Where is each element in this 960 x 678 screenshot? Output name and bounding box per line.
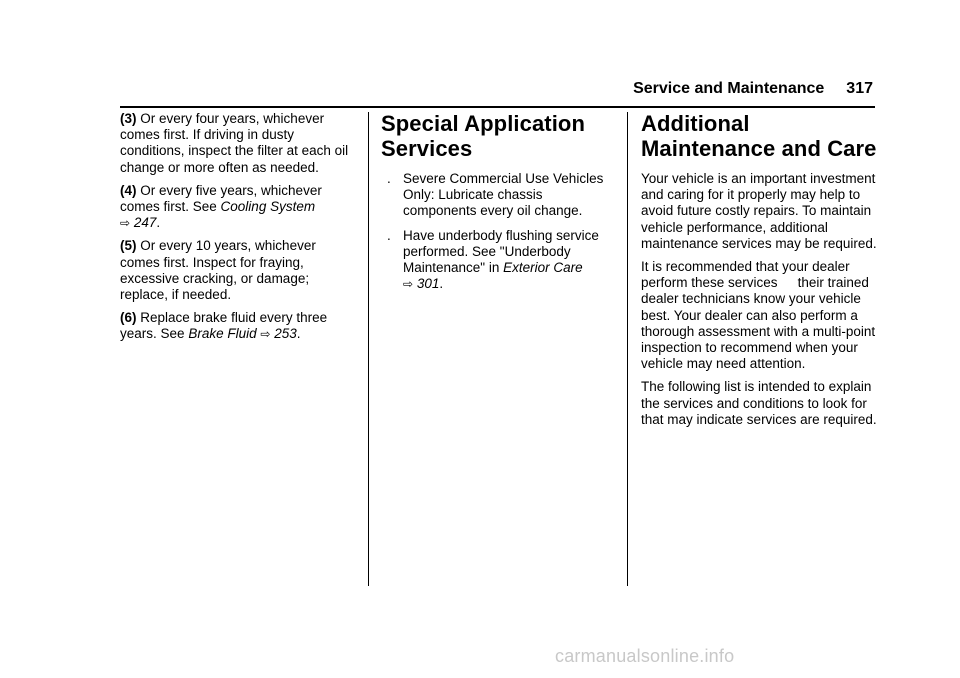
page-header	[633, 80, 873, 98]
section-title: Service and Maintenance	[633, 80, 825, 97]
page-ref-arrow-icon: ⇨	[403, 277, 414, 292]
page-number: 317	[846, 80, 873, 97]
paragraph: The following list is intended to explain the services and conditions to look for that may indicate services are required.	[641, 379, 877, 427]
bullet-icon: .	[387, 171, 391, 186]
column-1	[120, 111, 358, 350]
footnote-marker: (3)	[120, 111, 137, 126]
punctuation: .	[296, 326, 301, 342]
cross-reference-page[interactable]: 253	[274, 326, 297, 342]
punctuation: .	[439, 276, 444, 292]
footnote-4	[120, 183, 358, 232]
list-item	[381, 228, 617, 293]
column-3	[641, 111, 879, 435]
bullet-list	[381, 171, 617, 292]
footnote-marker: (6)	[120, 310, 137, 326]
paragraph-text: It is recommended that your dealer perform these services	[641, 259, 850, 291]
section-heading: Special Application Services	[381, 111, 586, 161]
page-ref-arrow-icon: ⇨	[260, 327, 271, 342]
cross-reference-link[interactable]: Brake Fluid	[188, 326, 257, 342]
paragraph	[641, 259, 879, 372]
paragraph: Your vehicle is an important investment and caring for it properly may help to avoid future costly repairs. To maintain vehicle performance, additional maintenance services may be required.	[641, 171, 877, 251]
column-divider-2	[627, 112, 628, 586]
footnote-text: Or every five years, whichever comes first. See	[120, 182, 322, 215]
footnote-text: Replace brake fluid every three years. See	[120, 310, 328, 342]
cross-reference-link[interactable]: Exterior Care	[503, 260, 583, 276]
footnote-3	[120, 111, 358, 176]
page-ref-arrow-icon: ⇨	[120, 216, 131, 231]
list-item-text: Have underbody flushing service performed. See "Underbody Maintenance" in	[403, 227, 599, 276]
list-item	[381, 171, 617, 220]
footnote-5	[120, 238, 358, 303]
list-item-text: Severe Commercial Use Vehicles Only: Lubricate chassis components every oil change.	[403, 171, 604, 219]
punctuation: .	[156, 215, 161, 231]
column-2	[381, 111, 617, 300]
header-rule	[120, 106, 875, 108]
bullet-icon: .	[387, 227, 391, 243]
column-divider-1	[368, 112, 369, 586]
footnote-marker: (4)	[120, 182, 137, 198]
cross-reference-link[interactable]: Cooling System	[220, 199, 316, 215]
watermark: carmanualsonline.info	[555, 646, 735, 666]
cross-reference-page[interactable]: 247	[133, 215, 157, 231]
section-heading: Additional Maintenance and Care	[641, 111, 877, 161]
footnote-marker: (5)	[120, 238, 137, 254]
footnote-text: Or every four years, whichever comes first. If driving in dusty conditions, inspect the filter at each oil change or more often as needed.	[120, 111, 349, 175]
footnote-text: Or every 10 years, whichever comes first. Inspect for fraying, excessive cracking, or damage; replace, if needed.	[120, 238, 316, 303]
cross-reference-page[interactable]: 301	[416, 276, 440, 292]
paragraph-text: their trained dealer technicians know your vehicle best. Your dealer can also perform a thorough assessment with a multi-point inspection to recommend when your vehicle may need attention.	[641, 275, 876, 372]
footnote-6	[120, 310, 358, 342]
